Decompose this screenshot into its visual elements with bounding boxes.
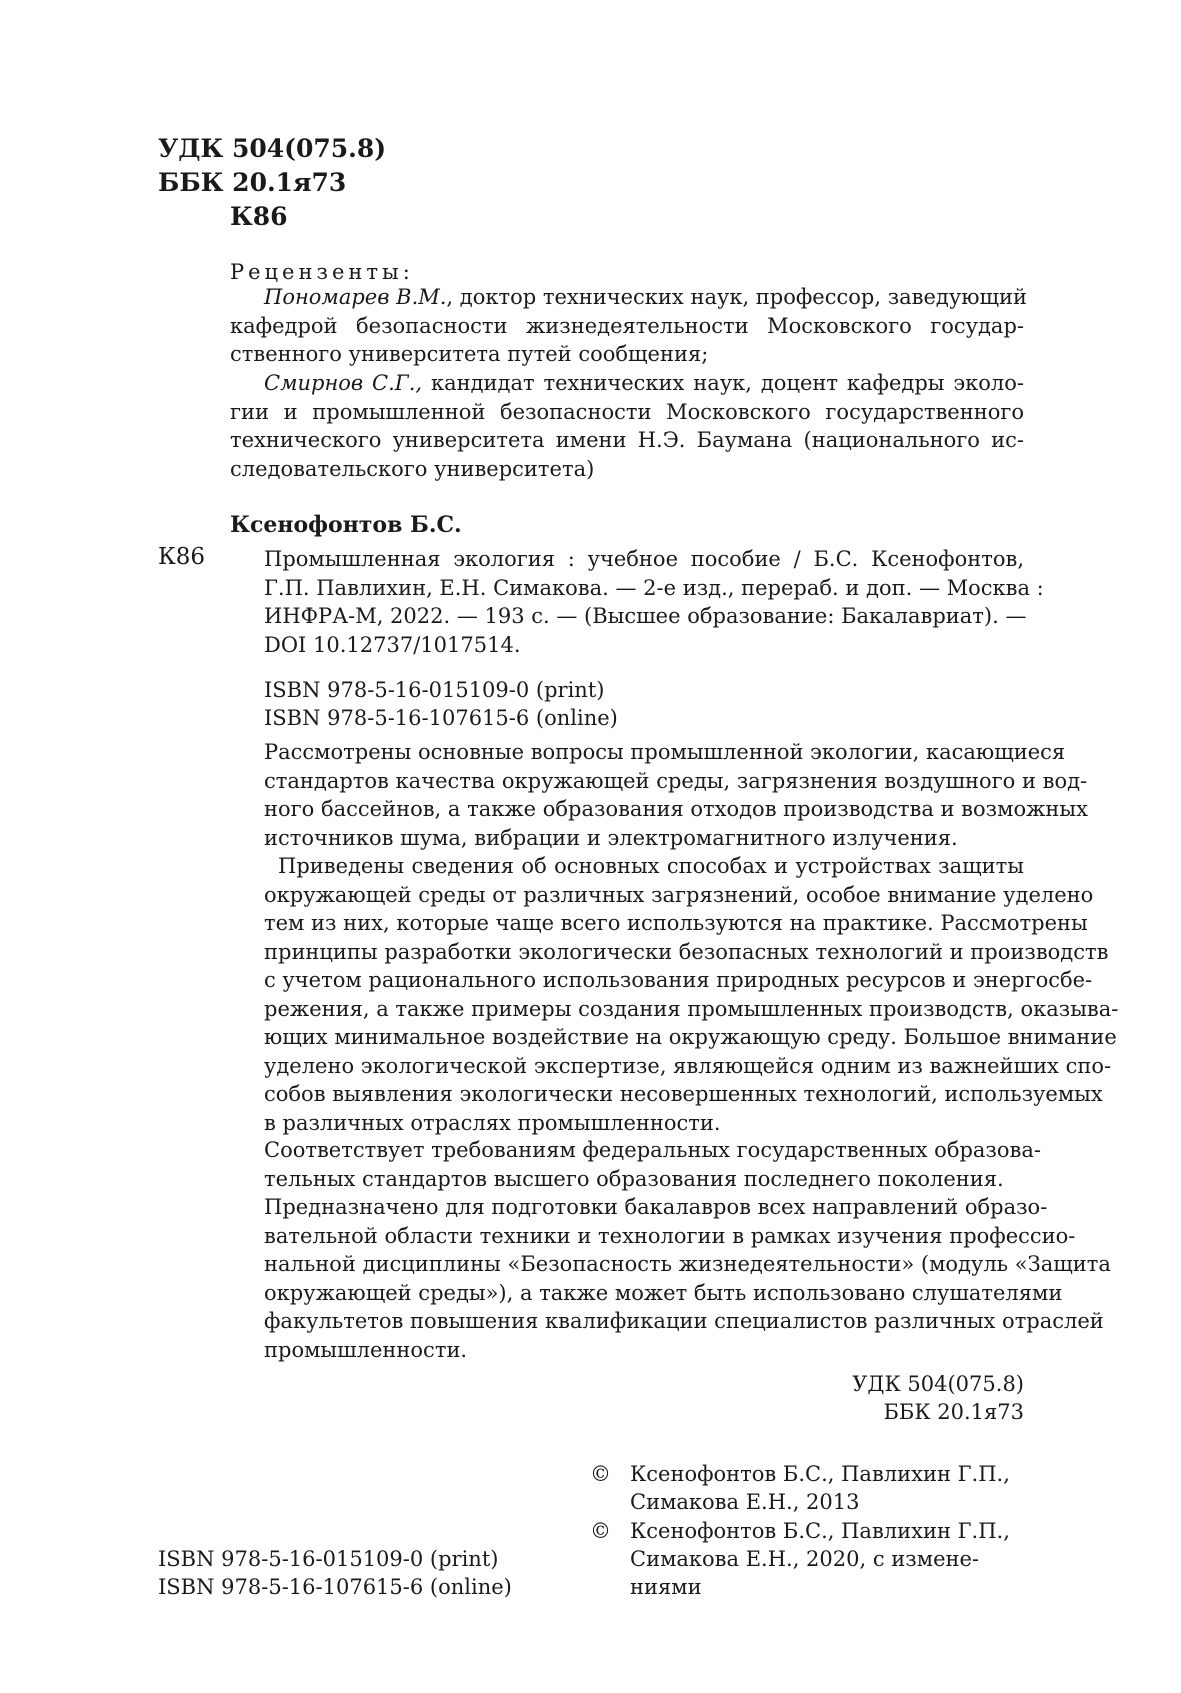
reviewer-2-line-3: технического университета имени Н.Э. Баумана (национального ис-	[230, 428, 1024, 452]
reviewer-1-line-2: кафедрой безопасности жизнедеятельности Московского государ-	[230, 313, 1024, 338]
record-author: Ксенофонтов Б.С.	[230, 512, 462, 538]
reviewer-2-line-1: Смирнов С.Г., кандидат технических наук, доцент кафедры эколо-	[264, 371, 1024, 395]
copyright-2-line-3: ниями	[630, 1575, 702, 1599]
annotation-line: окружающей среды»), а также может быть использовано слушателями	[264, 1280, 1063, 1305]
copyright-symbol: ©	[590, 1462, 611, 1486]
footer-udk: УДК 504(075.8)	[852, 1372, 1024, 1396]
footer-isbn-print: ISBN 978-5-16-015109-0 (print)	[158, 1547, 499, 1571]
record-isbn-print: ISBN 978-5-16-015109-0 (print)	[264, 678, 605, 702]
reviewer-1	[230, 283, 1028, 369]
udk-code: УДК 504(075.8)	[158, 134, 387, 163]
annotation-line: режения, а также примеры создания промышленных производств, оказыва-	[264, 996, 1119, 1021]
annotation-line: факультетов повышения квалификации специалистов различных отраслей	[264, 1309, 1104, 1333]
copyright-1-line-1: Ксенофонтов Б.С., Павлихин Г.П.,	[630, 1462, 1010, 1486]
copyright-2-line-2: Симакова Е.Н., 2020, с измене-	[630, 1547, 980, 1571]
annotation-line: уделено экологической экспертизе, являющейся одним из важнейших спо-	[264, 1053, 1112, 1078]
footer-bbk: ББК 20.1я73	[883, 1400, 1024, 1424]
annotation-line: Рассмотрены основные вопросы промышленной экологии, касающиеся	[264, 740, 1066, 764]
reviewer-1-name: Пономарев В.М.	[264, 285, 447, 309]
reviewer-1-line-1: Пономарев В.М., доктор технических наук, профессор, заведующий	[264, 285, 1028, 309]
annotation-line: источников шума, вибрации и электромагнитного излучения.	[264, 825, 958, 850]
record-isbn-online: ISBN 978-5-16-107615-6 (online)	[264, 706, 618, 730]
annotation-line: с учетом рационального использования природных ресурсов и энергосбе-	[264, 968, 1093, 992]
copyright-symbol: ©	[590, 1519, 611, 1543]
annotation-line: промышленности.	[264, 1337, 468, 1362]
reviewer-2-line-4: следовательского университета)	[230, 456, 595, 481]
reviewer-2	[230, 369, 1024, 483]
bbk-code: ББК 20.1я73	[158, 168, 347, 197]
annotation-line: вательной области техники и технологии в рамках изучения профессио-	[264, 1223, 1076, 1248]
author-mark: К86	[230, 202, 288, 231]
reviewer-2-name: Смирнов С.Г.,	[264, 371, 423, 395]
annotation-line: Приведены сведения об основных способах и устройствах защиты	[278, 854, 1024, 878]
copyright-2-line-1: Ксенофонтов Б.С., Павлихин Г.П.,	[630, 1519, 1010, 1543]
annotation-line: тельных стандартов высшего образования последнего поколения.	[264, 1166, 1004, 1191]
copyright-1-line-2: Симакова Е.Н., 2013	[630, 1490, 860, 1514]
annotation-paragraph-3	[264, 1136, 1041, 1193]
annotation-paragraph-1	[264, 738, 1088, 852]
reviewers-title: Рецензенты:	[230, 260, 414, 284]
record-line-4: DOI 10.12737/1017514.	[264, 632, 521, 657]
annotation-line: Соответствует требованиям федеральных государственных образова-	[264, 1138, 1041, 1162]
annotation-line: окружающей среды от различных загрязнений, особое внимание уделено	[264, 882, 1094, 907]
annotation-line: собов выявления экологически несовершенных технологий, используемых	[264, 1082, 1103, 1106]
record-line-2: Г.П. Павлихин, Е.Н. Симакова. — 2-е изд., перераб. и доп. — Москва :	[264, 575, 1044, 600]
annotation-line: в различных отраслях промышленности.	[264, 1110, 721, 1135]
reviewer-2-line-2: гии и промышленной безопасности Московского государственного	[230, 399, 1024, 424]
reviewer-1-line-3: ственного университета путей сообщения;	[230, 342, 709, 366]
record-author-mark: К86	[158, 544, 206, 570]
footer-isbn-online: ISBN 978-5-16-107615-6 (online)	[158, 1575, 512, 1599]
annotation-line: нальной дисциплины «Безопасность жизнедеятельности» (модуль «Защита	[264, 1252, 1111, 1276]
annotation-line: ющих минимальное воздействие на окружающую среду. Большое внимание	[264, 1025, 1117, 1049]
annotation-line: ного бассейнов, а также образования отходов производства и возможных	[264, 797, 1088, 821]
annotation-paragraph-4	[264, 1193, 1111, 1364]
annotation-line: Предназначено для подготовки бакалавров всех направлений образо-	[264, 1195, 1048, 1219]
record-line-1: Промышленная экология : учебное пособие / Б.С. Ксенофонтов,	[264, 547, 1024, 571]
record-line-3: ИНФРА-М, 2022. — 193 с. — (Высшее образование: Бакалавриат). —	[264, 604, 1027, 628]
annotation-line: тем из них, которые чаще всего используются на практике. Рассмотрены	[264, 911, 1088, 935]
annotation-line: стандартов качества окружающей среды, загрязнения воздушного и вод-	[264, 768, 1088, 793]
record-description	[264, 545, 1044, 659]
annotation-line: принципы разработки экологически безопасных технологий и производств	[264, 939, 1109, 964]
annotation-paragraph-2	[264, 852, 1119, 1137]
